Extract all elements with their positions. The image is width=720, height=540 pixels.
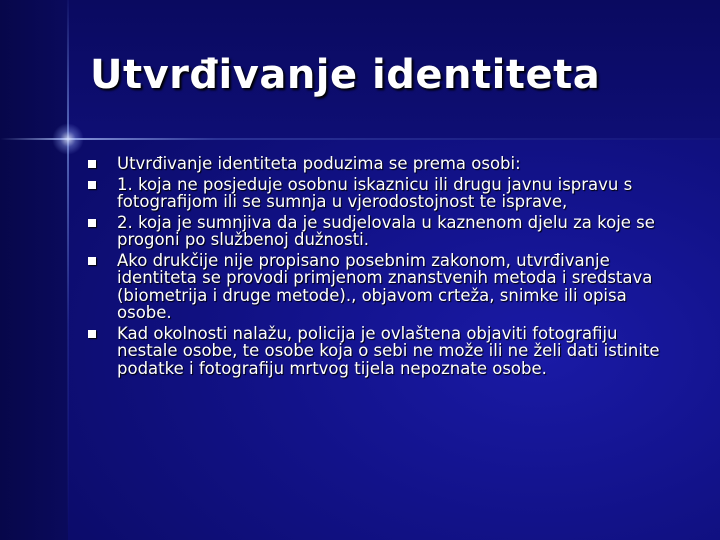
bullet-text: 2. koja je sumnjiva da je sudjelovala u kaznenom djelu za koje se progoni po službenoj dužnosti. — [117, 212, 655, 249]
bullet-item — [86, 252, 676, 322]
square-bullet-icon — [88, 330, 96, 338]
square-bullet-icon — [88, 219, 96, 227]
bullet-item — [86, 155, 676, 173]
light-flare — [52, 123, 84, 155]
bullet-text: Kad okolnosti nalažu, policija je ovlaštena objaviti fotografiju nestale osobe, te osobe koja o sebi ne može ili ne želi dati istinite podatke i fotografiju mrtvog tijela nepoznate osobe. — [117, 323, 660, 378]
bullet-text: Utvrđivanje identiteta poduzima se prema osobi: — [117, 154, 521, 173]
vertical-light-streak — [67, 0, 69, 540]
left-decor-band — [0, 0, 68, 540]
slide-title: Utvrđivanje identiteta — [90, 52, 601, 98]
bullet-item — [86, 176, 676, 211]
square-bullet-icon — [88, 160, 96, 168]
bullet-text: 1. koja ne posjeduje osobnu iskaznicu ili drugu javnu ispravu s fotografijom ili se sumnja u vjerodostojnost te isprave, — [117, 174, 633, 211]
bullet-text: Ako drukčije nije propisano posebnim zakonom, utvrđivanje identiteta se provodi primjenom znanstvenih metoda i sredstava (biometrija i druge metode)., objavom crteža, snimke ili opisa osobe. — [117, 250, 653, 322]
bullet-item — [86, 325, 676, 378]
square-bullet-icon — [88, 181, 96, 189]
bullet-item — [86, 214, 676, 249]
bullet-list — [86, 155, 676, 380]
square-bullet-icon — [88, 257, 96, 265]
horizontal-light-streak — [0, 138, 720, 140]
